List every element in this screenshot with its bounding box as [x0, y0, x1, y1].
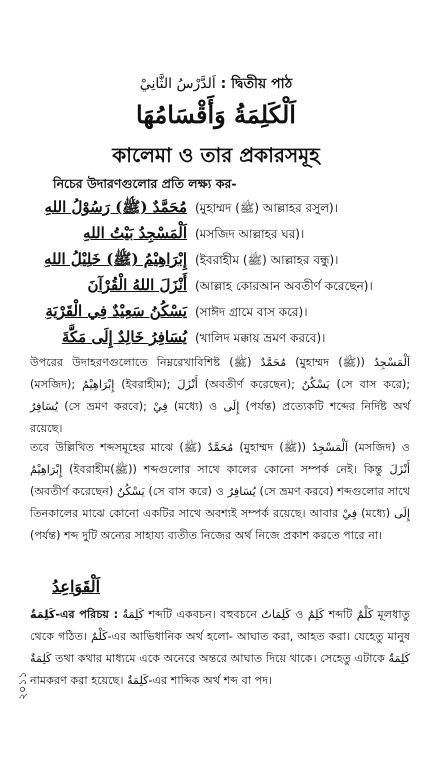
page-number: ২০১১ — [16, 671, 29, 700]
example-bengali: (ইবরাহীম (ﷺ) আল্লাহর বন্ধু)। — [195, 253, 339, 267]
example-bengali: (খালিদ মক্কায় ভ্রমণ করবে)। — [195, 331, 326, 345]
paragraph-two: তবে উল্লিখিত শব্দসমূহের মাঝে مُحَمَّدٌ (ﷺ) (মুহাম্মদ (ﷺ)) اَلْمَسْجِدُ (মসজিদ) ও إِبْرَاهِيْمُ (ইবরাহীম(ﷺ)) শব্দগুলোর সাথে কালের কোনো সম্পর্ক নেই। কিন্তু أَنْزَلَ (অবতীর্ণ করেছেন) يَسْكُنُ (সে বাস করে) ও يُسَافِرُ (সে ভ্রমণ করবে) শব্দগুলোর সাথে তিনকালের মাঝে কোনো একটির সাথে অবশ্যই সম্পর্ক রয়েছে। আবার فِيْ (মধ্যে) إِلَى (পর্যন্ত) শব্দ দুটি অন্যের সাহায্য ব্যতীত নিজের অর্থ নিজে প্রকাশ করতে পারে না। — [30, 441, 411, 542]
paragraph-one: উপরের উদাহরণগুলোতে নিম্নরেখাবিশিষ্ট مُحَمَّدٌ (ﷺ) (মুহাম্মদ (ﷺ)) اَلْمَسْجِدُ (মসজিদ); إِبْرَاهِيْمُ (ইবরাহীম); أَنْزَلَ (অবতীর্ণ করেছেন); يَسْكُنُ (সে বাস করে); يُسَافِرُ (সে ভ্রমণ করবে); فِيْ (মধ্যে) ও إِلَى (পর্যন্ত) প্রত্যেকটি শব্দের নির্দিষ্ট অর্থ রয়েছে। — [30, 356, 411, 435]
example-item — [0, 276, 432, 302]
example-item — [0, 302, 432, 328]
example-item — [0, 250, 432, 276]
example-list — [0, 198, 432, 354]
example-arabic: مُحَمَّدٌ (ﷺ) رَسُوْلُ اللهِ — [44, 198, 187, 216]
example-arabic: إِبْرَاهِيْمُ (ﷺ) خَلِيْلُ اللهِ — [43, 250, 187, 268]
example-arabic: أَنْزَلَ اللهُ الْقُرْآنَ — [87, 276, 187, 294]
example-item — [0, 224, 432, 250]
instruction-text: নিচের উদারণগুলোর প্রতি লক্ষ্য কর- — [53, 176, 237, 191]
example-arabic: يَسْكُنُ سَعِيْدٌ فِي الْقَرْيَةِ — [45, 302, 187, 320]
example-bengali: (আল্লাহ কোরআন অবতীর্ণ করেছেন)। — [195, 279, 373, 293]
example-bengali: (মুহাম্মদ (ﷺ) আল্লাহর রসুল)। — [195, 201, 339, 215]
lesson-title — [0, 72, 432, 96]
example-item — [0, 328, 432, 354]
example-bengali: (মসজিদ আল্লাহর ঘর)। — [195, 227, 305, 241]
paragraph-three — [30, 604, 410, 692]
bengali-title: কালেমা ও তার প্রকারসমূহ — [112, 143, 320, 167]
example-arabic: اَلْمَسْجِدُ بَيْتُ اللهِ — [83, 224, 187, 242]
paragraph-three-text: كَلِمَةٌ শব্দটি একবচন। বহুবচনে كَلِمَاتٌ ও كَلِمٌ শব্দটি كَلْمٌ মূলধাতু থেকে গঠিত। كَلْمٌ-এর আভিধানিক অর্থ হলো- আঘাত করা, আহত করা। যেহেতু মানুষ كَلِمَةٌ তথা কথার মাধ্যমে একে অনেরে অন্তরে আঘাত দিয়ে থাকে। সেহেতু এটাকে كَلِمَةٌ নামকরণ করা হয়েছে। كَلِمَةٌ-এর শাব্দিক অর্থ শব্দ বা পদ। — [30, 608, 411, 687]
arabic-title: اَلْكَلِمَةُ وَأَقْسَامُهَا — [136, 100, 296, 129]
example-item — [0, 198, 432, 224]
paragraph-three-lead: كَلِمَةٌ-এর পরিচয় : — [30, 608, 119, 621]
example-arabic: يُسَافِرُ خَالِدٌ إِلَى مَكَّةَ — [61, 328, 187, 346]
example-bengali: (সাঈদ গ্রামে বাস করে)। — [195, 305, 308, 319]
lesson-arabic-label: اَلدَّرْسُ الثَّانِيْ — [139, 76, 216, 92]
lesson-separator: : — [215, 76, 232, 92]
lesson-bengali-label: দ্বিতীয় পাঠ — [231, 76, 293, 92]
rules-heading: اَلْقَوَاعِدُ — [52, 577, 101, 596]
